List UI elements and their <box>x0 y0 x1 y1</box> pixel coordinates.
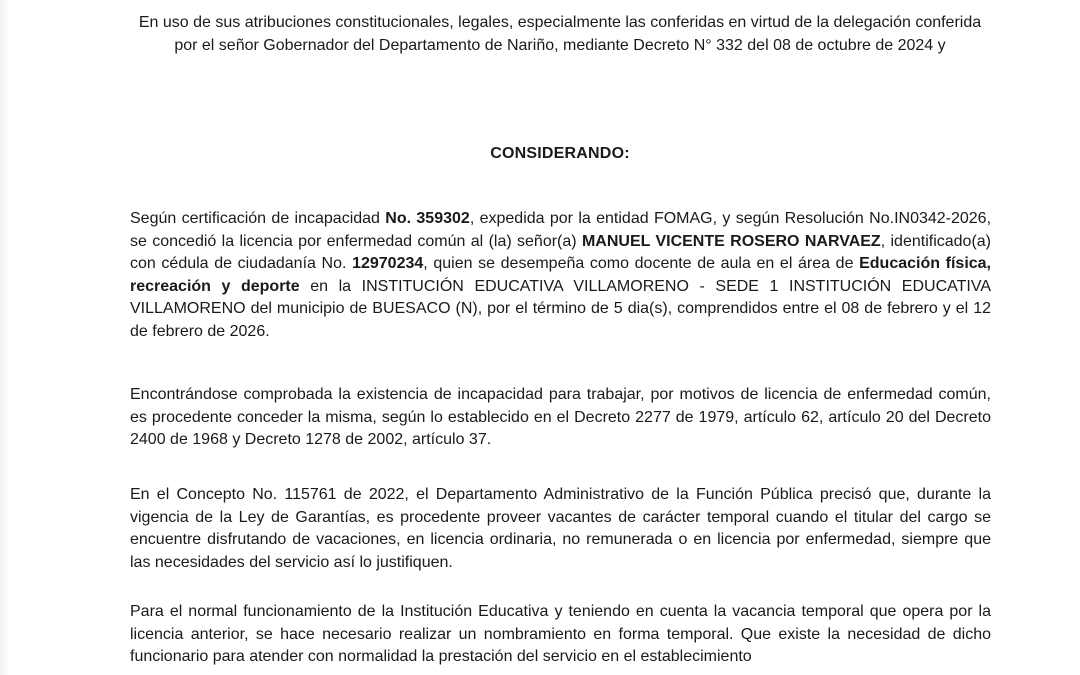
paragraph-concept: En el Concepto No. 115761 de 2022, el Departamento Administrativo de la Función Pública precisó que, durante la vigencia de la Ley de Garantías, es procedente proveer vacantes de carácter temporal cuando el titular del cargo se encuentre disfrutando de vacaciones, en licencia ordinaria, no remunerada o en licencia por enfermedad, siempre que las necesidades del servicio así lo justifiquen. <box>130 486 991 571</box>
p1-text-1: Según certificación de incapacidad <box>130 210 386 227</box>
p1-text-2: , expedida por la entidad FOMAG, y según Resolución No.IN0342-2026, se concedió la licencia por enfermedad común al (la) señor(a) <box>130 210 992 250</box>
certificate-number: No. 359302 <box>385 210 470 227</box>
paragraph-incapacity-certification <box>130 208 991 344</box>
p1-text-5: en la INSTITUCIÓN EDUCATIVA VILLAMORENO - SEDE 1 INSTITUCIÓN EDUCATIVA VILLAMORENO del municipio de BUESACO (N), por el término de 5 dia(s), comprendidos entre el 08 de febrero y el 12 de febrero de 2026. <box>130 277 992 340</box>
teaching-area: Educación física, recreación y deporte <box>130 255 992 295</box>
section-heading: CONSIDERANDO: <box>490 145 630 162</box>
scan-edge-shadow <box>0 0 10 675</box>
paragraph-legal-basis: Encontrándose comprobada la existencia de incapacidad para trabajar, por motivos de licencia de enfermedad común, es procedente conceder la misma, según lo establecido en el Decreto 2277 de 1979, artículo 62, artículo 20 del Decreto 2400 de 1968 y Decreto 1278 de 2002, artículo 37. <box>130 386 991 449</box>
intro-paragraph: En uso de sus atribuciones constitucionales, legales, especialmente las conferidas en virtud de la delegación conferida por el señor Gobernador del Departamento de Nariño, mediante Decreto N° 332 del 08 de octubre de 2024 y <box>138 14 982 54</box>
paragraph-temporary-appointment: Para el normal funcionamiento de la Institución Educativa y teniendo en cuenta la vacancia temporal que opera por la licencia anterior, se hace necesario realizar un nombramiento en forma temporal. Que existe la necesidad de dicho funcionario para atender con normalidad la prestación del servicio en el establecimiento <box>130 603 991 666</box>
p1-text-3: , identificado(a) con cédula de ciudadanía No. <box>130 232 991 273</box>
teacher-name: MANUEL VICENTE ROSERO NARVAEZ <box>581 232 881 250</box>
p1-text-4: , quien se desempeña como docente de aula en el área de <box>423 255 860 273</box>
id-number: 12970234 <box>352 255 424 273</box>
